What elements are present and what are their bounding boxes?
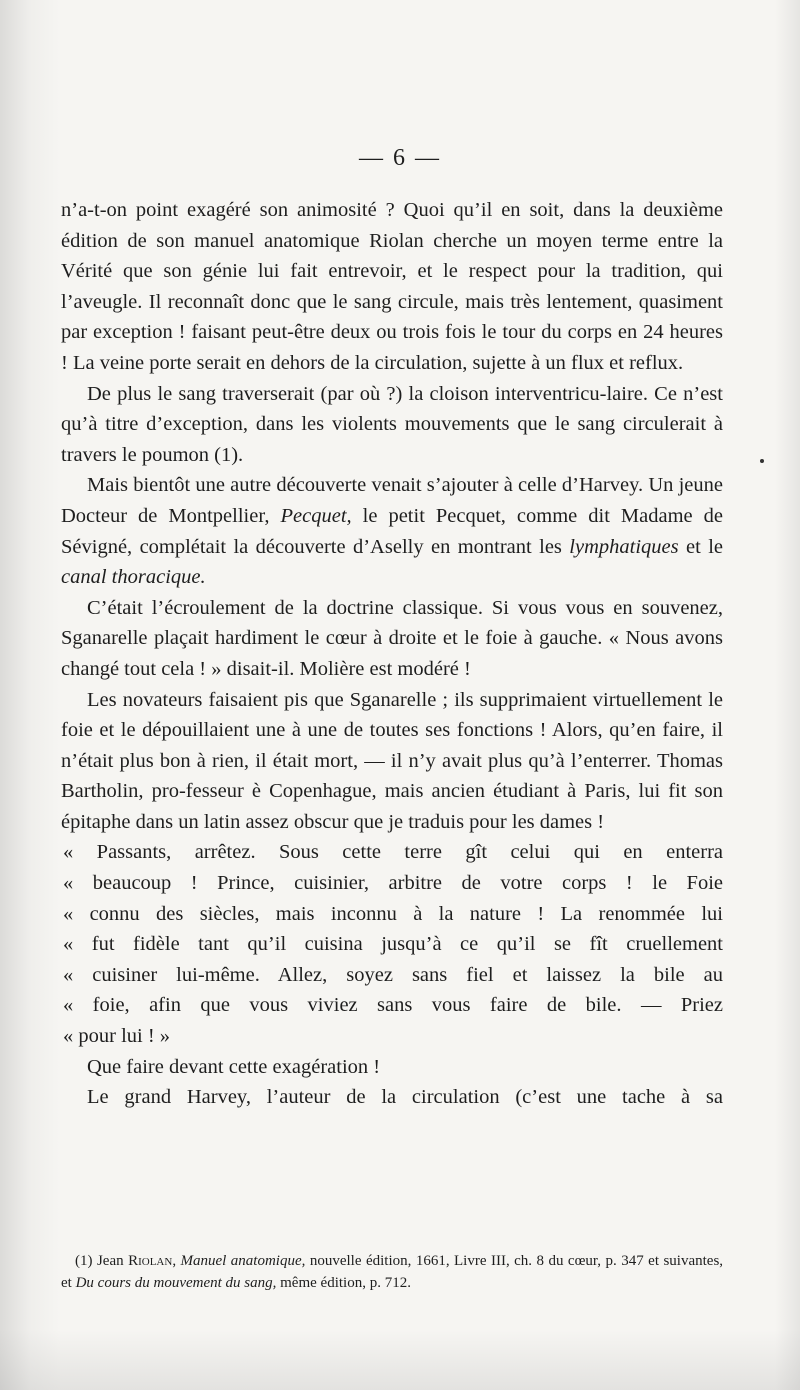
margin-ink-dot: [760, 459, 764, 463]
quote-line: « fut fidèle tant qu’il cuisina jusqu’à ce qu’il se fît cruellement: [63, 933, 723, 956]
footnote-marker: (1): [75, 1253, 93, 1269]
term-canal-thoracique: canal thoracique.: [61, 566, 206, 589]
quote-line: « connu des siècles, mais inconnu à la nature ! La renommée lui: [63, 902, 723, 925]
epitaph-quote: [61, 837, 723, 1051]
paragraph-6: Que faire devant cette exagération !: [87, 1055, 381, 1078]
paragraph-7: Le grand Harvey, l’auteur de la circulation (c’est une tache à sa: [87, 1086, 723, 1109]
paragraph-5: Les novateurs faisaient pis que Sganarelle ; ils supprimaient virtuellement le foie et le dépouillaient une à une de toutes ses fonctions ! Alors, qu’en faire, il n’était plus bon à rien, il était mort, — il n’y avait plus qu’à l’enterrer. Thomas Bartholin, pro-fesseur è Copenhague, mais ancien étudiant à Paris, lui fit son épitaphe dans un latin assez obscur que je traduis pour les dames !: [61, 688, 723, 833]
footnote-title-2: Du cours du mouvement du sang,: [75, 1275, 277, 1291]
paragraph-2: De plus le sang traverserait (par où ?) la cloison interventricu-laire. Ce n’est qu’à titre d’exception, dans les violents mouvements que le sang circulerait à travers le poumon (1).: [61, 382, 723, 466]
footnote-end: même édition, p. 712.: [276, 1275, 411, 1291]
quote-line: « Passants, arrêtez. Sous cette terre gît celui qui en enterra: [63, 841, 723, 864]
paragraph-3-text-a: Mais bientôt une autre découverte venait s’ajouter à celle d’Harvey. Un jeune Docteur de Montpellier,: [61, 474, 723, 527]
footnote-author-last: Riolan,: [128, 1253, 177, 1269]
paragraph-3-text-b: le petit Pecquet, comme dit Madame de Sévigné, complétait la découverte d’Aselly en montrant les: [61, 504, 723, 558]
page-number: — 6 —: [359, 145, 441, 171]
body-text: [61, 195, 723, 1113]
paragraph-3: [61, 470, 723, 592]
footnote: [61, 1250, 723, 1294]
footnote-text: [61, 1250, 723, 1294]
quote-line: « foie, afin que vous viviez sans vous faire de bile. — Priez: [63, 994, 723, 1017]
footnote-author-first: Jean: [96, 1253, 124, 1269]
footnote-middle: nouvelle édition, 1661, Livre III, ch. 8 du cœur, p. 347 et suivantes, et: [61, 1253, 724, 1291]
term-lymphatiques: lymphatiques: [569, 535, 679, 558]
quote-line: « cuisiner lui-même. Allez, soyez sans fiel et laissez la bile au: [63, 963, 723, 986]
paragraph-4: C’était l’écroulement de la doctrine classique. Si vous vous en souvenez, Sganarelle plaçait hardiment le cœur à droite et le foie à gauche. « Nous avons changé tout cela ! » disait-il. Molière est modéré !: [61, 596, 723, 680]
quote-line: « beaucoup ! Prince, cuisinier, arbitre de votre corps ! le Foie: [63, 872, 723, 895]
footnote-title-1: Manuel anatomique,: [180, 1253, 306, 1269]
quote-line: « pour lui ! »: [63, 1025, 171, 1048]
paragraph-1: n’a-t-on point exagéré son animosité ? Quoi qu’il en soit, dans la deuxième édition de son manuel anatomique Riolan cherche un moyen terme entre la Vérité que son génie lui fait entrevoir, et le respect pour la tradition, qui l’aveugle. Il reconnaît donc que le sang circule, mais très lentement, quasiment par exception ! faisant peut-être deux ou trois fois le tour du corps en 24 heures ! La veine porte serait en dehors de la circulation, sujette à un flux et reflux.: [61, 199, 723, 374]
paragraph-3-text-c: et le: [678, 535, 724, 558]
name-pecquet: Pecquet,: [280, 504, 352, 527]
